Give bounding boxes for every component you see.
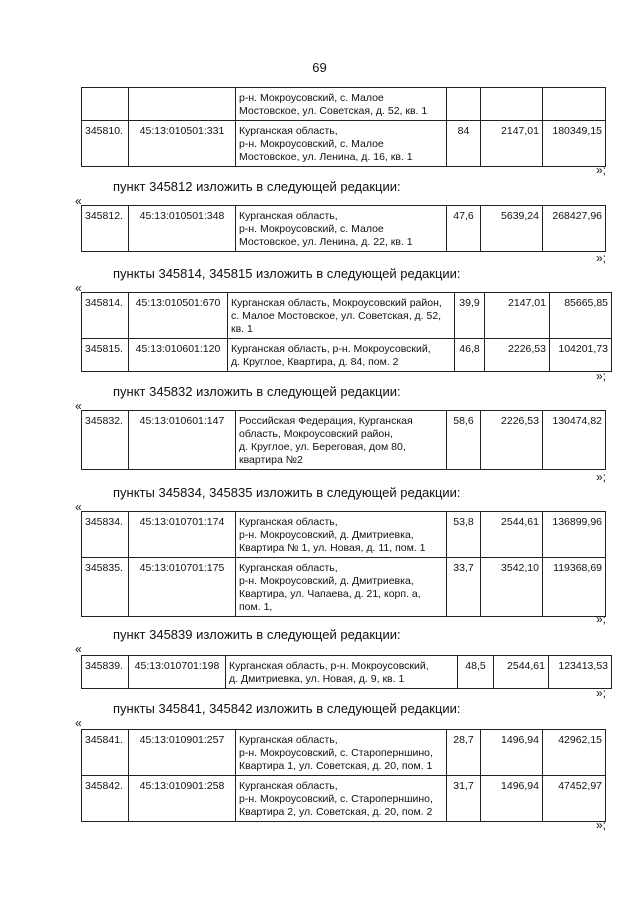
registry-table — [81, 205, 606, 252]
cell-cadastral: 45:13:010601:147 — [129, 411, 236, 470]
amendment-heading: пункты 345814, 345815 изложить в следующей редакции: — [113, 266, 461, 281]
closing-quote: »; — [596, 251, 607, 265]
cell-address: Курганская область, р-н. Мокроусовский, с. Староперншино, Квартира 2, ул. Советская, д. 20, пом. 2 — [236, 776, 447, 822]
amendment-heading: пункты 345834, 345835 изложить в следующей редакции: — [113, 485, 461, 500]
cell-address: Курганская область, р-н. Мокроусовский, с. Староперншино, Квартира 1, ул. Советская, д. 20, пом. 1 — [236, 730, 447, 776]
cell-number: 345814. — [82, 293, 129, 339]
registry-table — [81, 729, 606, 822]
cell-number: 345832. — [82, 411, 129, 470]
cell-total: 136899,96 — [543, 512, 606, 558]
cell-price: 5639,24 — [481, 206, 543, 252]
amendment-heading: пункт 345832 изложить в следующей редакции: — [113, 384, 401, 399]
cell-total: 130474,82 — [543, 411, 606, 470]
cell-cadastral — [129, 88, 236, 121]
cell-area: 48,5 — [458, 656, 494, 689]
cell-total — [543, 88, 606, 121]
cell-cadastral: 45:13:010901:258 — [129, 776, 236, 822]
cell-price: 2147,01 — [481, 121, 543, 167]
cell-area: 39,9 — [455, 293, 485, 339]
cell-number: 345810. — [82, 121, 129, 167]
amendment-heading: пункт 345812 изложить в следующей редакции: — [113, 179, 401, 194]
registry-table — [81, 87, 606, 167]
cell-price — [481, 88, 543, 121]
cell-cadastral: 45:13:010501:331 — [129, 121, 236, 167]
cell-total: 47452,97 — [543, 776, 606, 822]
closing-quote: »; — [596, 818, 607, 832]
closing-quote: »; — [596, 686, 607, 700]
registry-table — [81, 410, 606, 470]
cell-area: 28,7 — [447, 730, 481, 776]
cell-number: 345815. — [82, 339, 129, 372]
opening-quote: « — [75, 281, 82, 295]
opening-quote: « — [75, 716, 82, 730]
cell-price: 2226,53 — [485, 339, 550, 372]
cell-cadastral: 45:13:010701:174 — [129, 512, 236, 558]
table-row — [82, 512, 606, 558]
cell-address: Курганская область, р-н. Мокроусовский, д. Дмитриевка, Квартира № 1, ул. Новая, д. 11, пом. 1 — [236, 512, 447, 558]
cell-address: Российская Федерация, Курганская область, Мокроусовский район, д. Круглое, ул. Береговая, дом 80, квартира №2 — [236, 411, 447, 470]
page-number: 69 — [312, 60, 327, 75]
table-row — [82, 411, 606, 470]
cell-price: 2147,01 — [485, 293, 550, 339]
cell-number: 345842. — [82, 776, 129, 822]
registry-table — [81, 511, 606, 617]
cell-address: Курганская область, р-н. Мокроусовский, с. Малое Мостовское, ул. Ленина, д. 16, кв. 1 — [236, 121, 447, 167]
cell-price: 3542,10 — [481, 558, 543, 617]
cell-number — [82, 88, 129, 121]
closing-quote: »; — [596, 163, 607, 177]
cell-area: 53,8 — [447, 512, 481, 558]
cell-number: 345839. — [82, 656, 129, 689]
table-row — [82, 88, 606, 121]
cell-address: Курганская область, р-н. Мокроусовский, д. Дмитриевка, ул. Новая, д. 9, кв. 1 — [226, 656, 458, 689]
cell-price: 1496,94 — [481, 730, 543, 776]
cell-cadastral: 45:13:010601:120 — [129, 339, 228, 372]
cell-area: 84 — [447, 121, 481, 167]
cell-area: 46,8 — [455, 339, 485, 372]
cell-number: 345835. — [82, 558, 129, 617]
cell-area: 33,7 — [447, 558, 481, 617]
cell-total: 42962,15 — [543, 730, 606, 776]
cell-cadastral: 45:13:010701:175 — [129, 558, 236, 617]
table-row — [82, 293, 612, 339]
cell-price: 2226,53 — [481, 411, 543, 470]
cell-address: Курганская область, р-н. Мокроусовский, д. Дмитриевка, Квартира, ул. Чапаева, д. 21, корп. а, пом. 1, — [236, 558, 447, 617]
table-row — [82, 558, 606, 617]
cell-address: р-н. Мокроусовский, с. Малое Мостовское, ул. Советская, д. 52, кв. 1 — [236, 88, 447, 121]
cell-price: 1496,94 — [481, 776, 543, 822]
closing-quote: »; — [596, 369, 607, 383]
table-row — [82, 656, 612, 689]
table-row — [82, 206, 606, 252]
cell-number: 345841. — [82, 730, 129, 776]
closing-quote: »; — [596, 470, 607, 484]
table-row — [82, 339, 612, 372]
cell-total: 85665,85 — [550, 293, 612, 339]
table-row — [82, 776, 606, 822]
cell-total: 180349,15 — [543, 121, 606, 167]
cell-area: 47,6 — [447, 206, 481, 252]
cell-cadastral: 45:13:010901:257 — [129, 730, 236, 776]
cell-number: 345812. — [82, 206, 129, 252]
cell-price: 2544,61 — [494, 656, 549, 689]
cell-price: 2544,61 — [481, 512, 543, 558]
cell-area — [447, 88, 481, 121]
cell-cadastral: 45:13:010501:348 — [129, 206, 236, 252]
cell-cadastral: 45:13:010501:670 — [129, 293, 228, 339]
cell-cadastral: 45:13:010701:198 — [129, 656, 226, 689]
closing-quote: »; — [596, 612, 607, 626]
cell-total: 119368,69 — [543, 558, 606, 617]
amendment-heading: пункт 345839 изложить в следующей редакции: — [113, 627, 401, 642]
cell-area: 31,7 — [447, 776, 481, 822]
opening-quote: « — [75, 399, 82, 413]
cell-number: 345834. — [82, 512, 129, 558]
table-row — [82, 730, 606, 776]
opening-quote: « — [75, 194, 82, 208]
cell-total: 268427,96 — [543, 206, 606, 252]
cell-total: 104201,73 — [550, 339, 612, 372]
cell-area: 58,6 — [447, 411, 481, 470]
cell-address: Курганская область, р-н. Мокроусовский, с. Малое Мостовское, ул. Ленина, д. 22, кв. 1 — [236, 206, 447, 252]
table-row — [82, 121, 606, 167]
cell-total: 123413,53 — [549, 656, 612, 689]
registry-table — [81, 655, 612, 689]
amendment-heading: пункты 345841, 345842 изложить в следующей редакции: — [113, 701, 461, 716]
opening-quote: « — [75, 500, 82, 514]
registry-table — [81, 292, 612, 372]
opening-quote: « — [75, 642, 82, 656]
cell-address: Курганская область, р-н. Мокроусовский, д. Круглое, Квартира, д. 84, пом. 2 — [228, 339, 455, 372]
cell-address: Курганская область, Мокроусовский район, с. Малое Мостовское, ул. Советская, д. 52, кв. 1 — [228, 293, 455, 339]
